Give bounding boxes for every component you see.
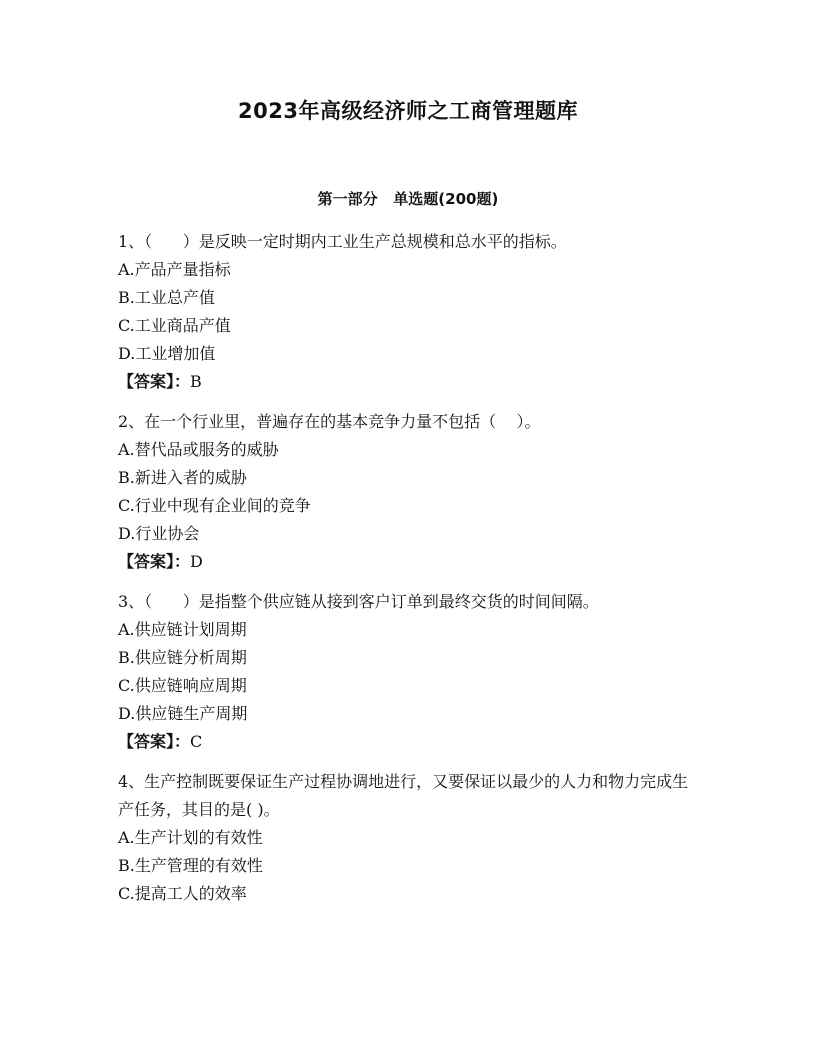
question-stem: 1、（ ）是反映一定时期内工业生产总规模和总水平的指标。 (118, 232, 567, 251)
option-b: B.新进入者的威胁 (118, 468, 247, 487)
option-b: B.供应链分析周期 (118, 648, 247, 667)
option-d: D.工业增加值 (118, 344, 216, 363)
answer-value: C (190, 732, 203, 751)
option-b: B.工业总产值 (118, 288, 215, 307)
answer-label: 【答案】： (118, 552, 191, 571)
answer-line (118, 368, 698, 396)
option-a: A.供应链计划周期 (118, 620, 247, 639)
question-3 (118, 588, 698, 756)
option-c: C.行业中现有企业间的竞争 (118, 496, 311, 515)
document-title: 2023年高级经济师之工商管理题库 (238, 99, 578, 123)
question-2 (118, 408, 698, 576)
option-d: D.供应链生产周期 (118, 704, 248, 723)
question-list (118, 228, 698, 920)
option-c: C.供应链响应周期 (118, 676, 247, 695)
question-stem: 4、生产控制既要保证生产过程协调地进行，又要保证以最少的人力和物力完成生产任务，其目的是( )。 (118, 772, 689, 819)
answer-label: 【答案】： (118, 372, 191, 391)
section-title: 第一部分 单选题(200题) (317, 190, 499, 208)
answer-value: B (190, 372, 202, 391)
question-stem: 3、（ ）是指整个供应链从接到客户订单到最终交货的时间间隔。 (118, 592, 599, 611)
option-c: C.提高工人的效率 (118, 884, 247, 903)
question-1 (118, 228, 698, 396)
option-b: B.生产管理的有效性 (118, 856, 263, 875)
option-a: A.生产计划的有效性 (118, 828, 263, 847)
answer-value: D (190, 552, 203, 571)
question-stem: 2、在一个行业里，普遍存在的基本竞争力量不包括（ ）。 (118, 412, 541, 431)
answer-line (118, 728, 698, 756)
option-a: A.替代品或服务的威胁 (118, 440, 279, 459)
option-c: C.工业商品产值 (118, 316, 231, 335)
option-a: A.产品产量指标 (118, 260, 231, 279)
answer-label: 【答案】： (118, 732, 191, 751)
question-4 (118, 768, 698, 908)
option-d: D.行业协会 (118, 524, 200, 543)
answer-line (118, 548, 698, 576)
